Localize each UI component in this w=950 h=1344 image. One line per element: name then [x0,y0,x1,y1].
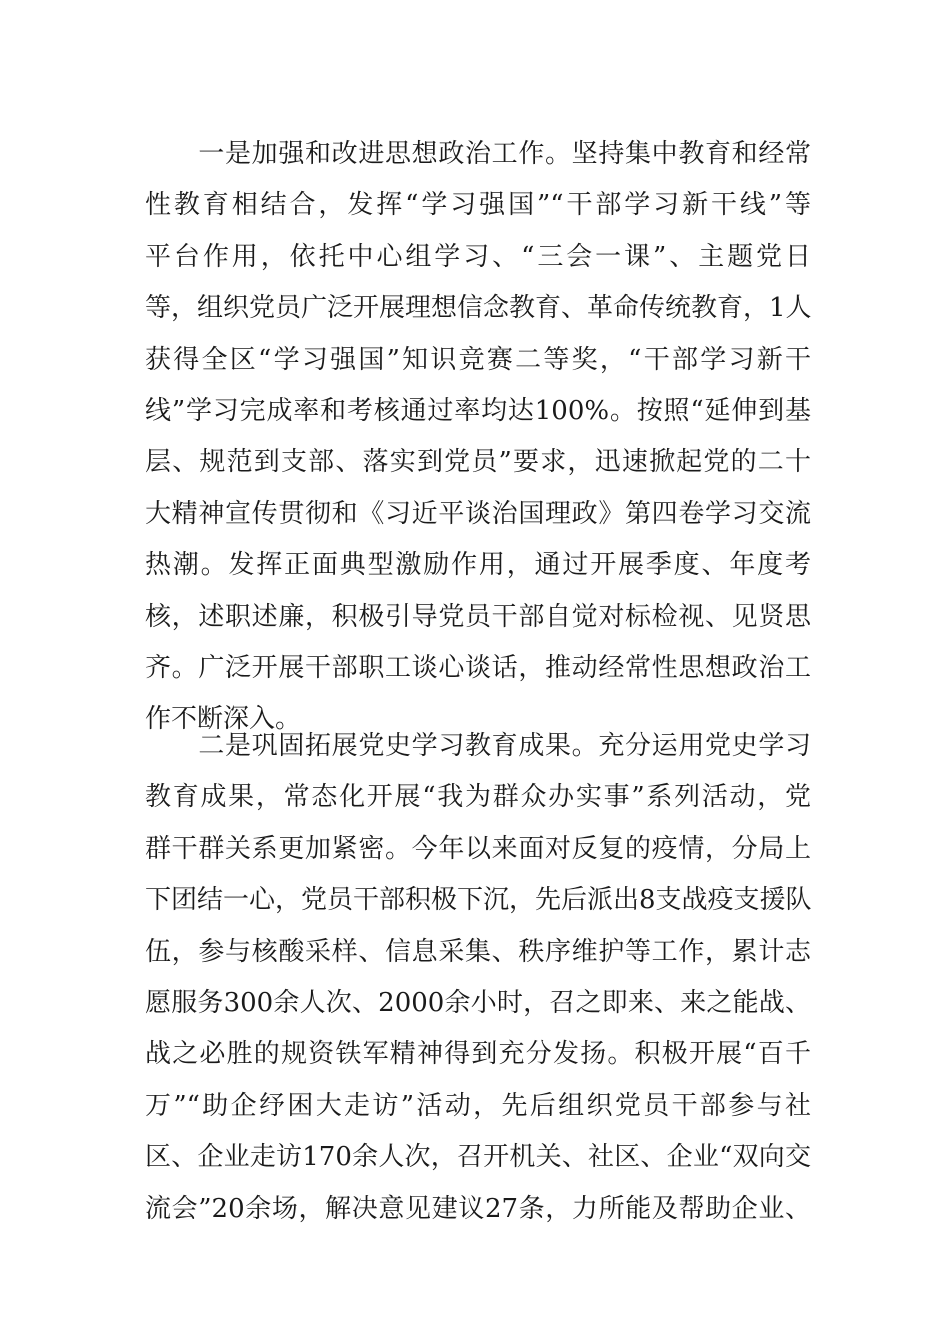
paragraph-line: 线”学习完成率和考核通过率均达100%。按照“延伸到基 [145,395,811,426]
paragraph-line: 二是巩固拓展党史学习教育成果。充分运用党史学习 [145,731,811,761]
paragraph-line: 愿服务300余人次、2000余小时，召之即来、来之能战、 [145,987,811,1018]
paragraph-line: 核，述职述廉，积极引导党员干部自觉对标检视、见贤思 [145,601,811,632]
paragraph-line: 流会”20余场，解决意见建议27条，力所能及帮助企业、 [145,1193,811,1224]
paragraph-line: 群干群关系更加紧密。今年以来面对反复的疫情，分局上 [145,833,811,864]
paragraph-line: 伍，参与核酸采样、信息采集、秩序维护等工作，累计志 [145,936,811,967]
paragraph-line: 齐。广泛开展干部职工谈心谈话，推动经常性思想政治工 [145,652,811,683]
paragraph-line: 平台作用，依托中心组学习、“三会一课”、主题党日 [145,241,811,272]
paragraph-line: 教育成果，常态化开展“我为群众办实事”系列活动，党 [145,782,811,813]
paragraph-party-history-education [145,721,811,1235]
paragraph-line: 战之必胜的规资铁军精神得到充分发扬。积极开展“百千 [145,1039,811,1070]
paragraph-line: 等，组织党员广泛开展理想信念教育、革命传统教育，1人 [145,293,812,324]
paragraph-line: 热潮。发挥正面典型激励作用，通过开展季度、年度考 [145,550,811,581]
paragraph-line: 获得全区“学习强国”知识竞赛二等奖，“干部学习新干 [145,344,811,375]
paragraph-ideological-work [145,129,811,746]
paragraph-line: 万”“助企纾困大走访”活动，先后组织党员干部参与社 [145,1090,811,1121]
paragraph-line: 下团结一心，党员干部积极下沉，先后派出8支战疫支援队 [145,885,812,916]
paragraph-line: 层、规范到支部、落实到党员”要求，迅速掀起党的二十 [145,447,811,478]
paragraph-line: 一是加强和改进思想政治工作。坚持集中教育和经常 [145,139,811,169]
paragraph-line: 区、企业走访170余人次，召开机关、社区、企业“双向交 [145,1142,811,1173]
paragraph-line: 性教育相结合，发挥“学习强国”“干部学习新干线”等 [145,190,811,221]
paragraph-line: 作不断深入。 [145,704,302,735]
paragraph-line: 大精神宣传贯彻和《习近平谈治国理政》第四卷学习交流 [145,498,811,529]
